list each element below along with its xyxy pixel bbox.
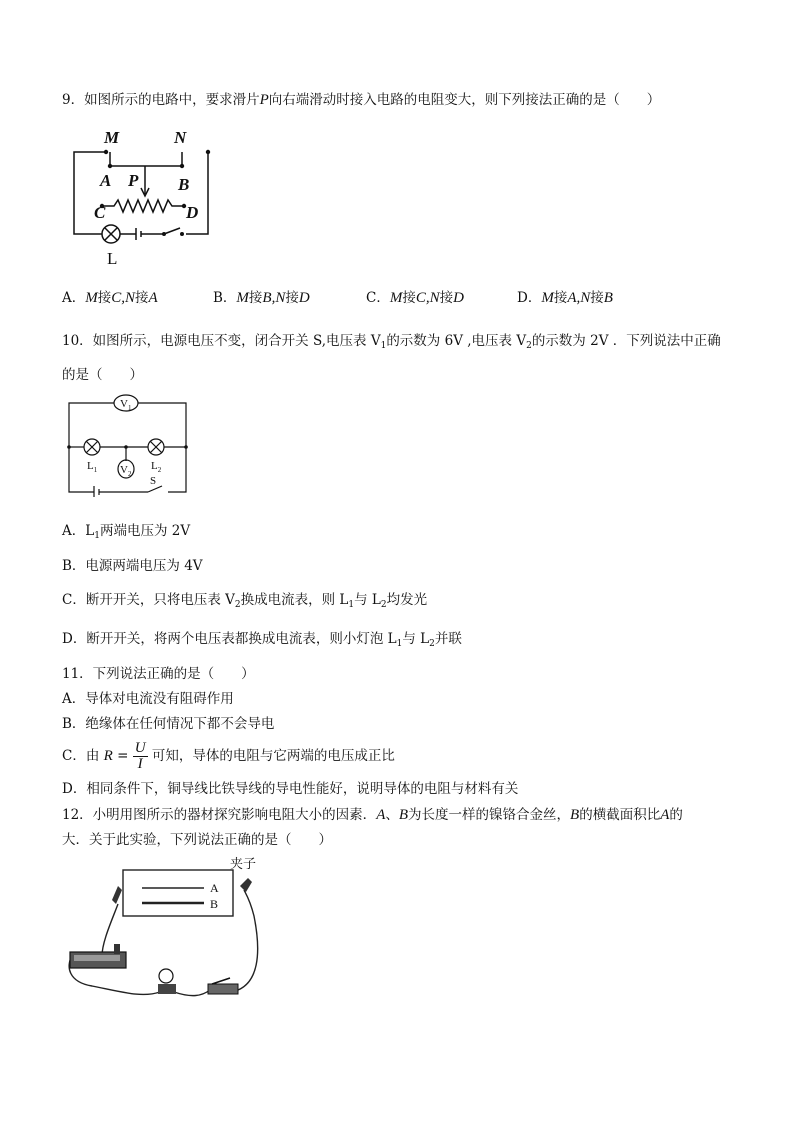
q9-options	[62, 289, 613, 307]
q9-stem: 9．如图所示的电路中，要求滑片P向右端滑动时接入电路的电阻变大，则下列接法正确的是（ ）	[62, 92, 661, 108]
q9-label-P: P	[128, 171, 139, 190]
q12-clip-label: 夹子	[230, 857, 257, 872]
q11-stem: 11．下列说法正确的是（ ）	[62, 666, 255, 682]
q10-switch-label: S	[150, 475, 157, 487]
q10-option-d[interactable]: D．断开开关，将两个电压表都换成电流表，则小灯泡 $L_1$与 $L_2$并联	[62, 631, 462, 649]
q9-option-a[interactable]: A．M接C,N接A	[62, 290, 158, 306]
q12-stem-line1: 12．小明用图所示的器材探究影响电阻大小的因素．A、B为长度一样的镍铬合金丝，B的横截面积比A的	[62, 807, 683, 823]
q12-wire-a-label: A	[210, 881, 219, 895]
q10-option-b[interactable]: B．电源两端电压为 4V	[62, 558, 203, 574]
q10-l2-label: $L_2$	[151, 460, 162, 474]
q11-option-a[interactable]: A．导体对电流没有阻碍作用	[62, 691, 234, 707]
q11-option-c[interactable]: C．由 R = $\frac{U}{I}$ 可知，导体的电阻与它两端的电压成正比	[62, 740, 395, 772]
q9-circuit-figure	[68, 124, 220, 270]
q9-label-B: B	[178, 175, 190, 194]
q12-wire-b-label: B	[210, 897, 219, 911]
q9-stem-p: P	[259, 92, 269, 108]
q9-option-b[interactable]: B．M接B,N接D	[213, 290, 310, 306]
q9-label-C: C	[94, 203, 106, 222]
q12-stem-line2: 大．关于此实验，下列说法正确的是（ ）	[62, 832, 332, 848]
q9-label-A: A	[100, 171, 112, 190]
q9-label-D: D	[186, 203, 199, 222]
q10-option-c[interactable]: C．断开开关，只将电压表 $V_2$换成电流表，则 $L_1$与 $L_2$均发光	[62, 592, 428, 610]
q10-stem-line1: 10．如图所示，电源电压不变，闭合开关 S,电压表 $V_1$的示数为 6V ,电压表 $V_2$的示数为 2V ．下列说法中正确	[62, 333, 721, 351]
q10-option-a[interactable]: A．$L_1$两端电压为 2V	[62, 523, 191, 541]
q10-stem-line2: 的是（ ）	[62, 367, 143, 383]
q10-v1-label: $V_1$	[120, 398, 132, 412]
q9-option-d[interactable]: D．M接A,N接B	[517, 290, 613, 306]
q9-label-N: N	[174, 128, 187, 147]
q10-l1-label: $L_1$	[87, 460, 98, 474]
q11-fraction: $\frac{U}{I}$	[134, 740, 146, 772]
q11-option-d[interactable]: D．相同条件下，铜导线比铁导线的导电性能好，说明导体的电阻与材料有关	[62, 781, 519, 797]
q10-v2-label: $V_2$	[120, 464, 132, 478]
q9-label-M: M	[104, 128, 120, 147]
q9-label-L: L	[107, 249, 118, 268]
q10-circuit-figure	[64, 391, 190, 497]
q12-apparatus-figure	[62, 856, 284, 1006]
q9-option-c[interactable]: C．M接C,N接D	[366, 290, 464, 306]
q11-formula-r: R	[103, 748, 113, 764]
q11-option-b[interactable]: B．绝缘体在任何情况下都不会导电	[62, 716, 275, 732]
